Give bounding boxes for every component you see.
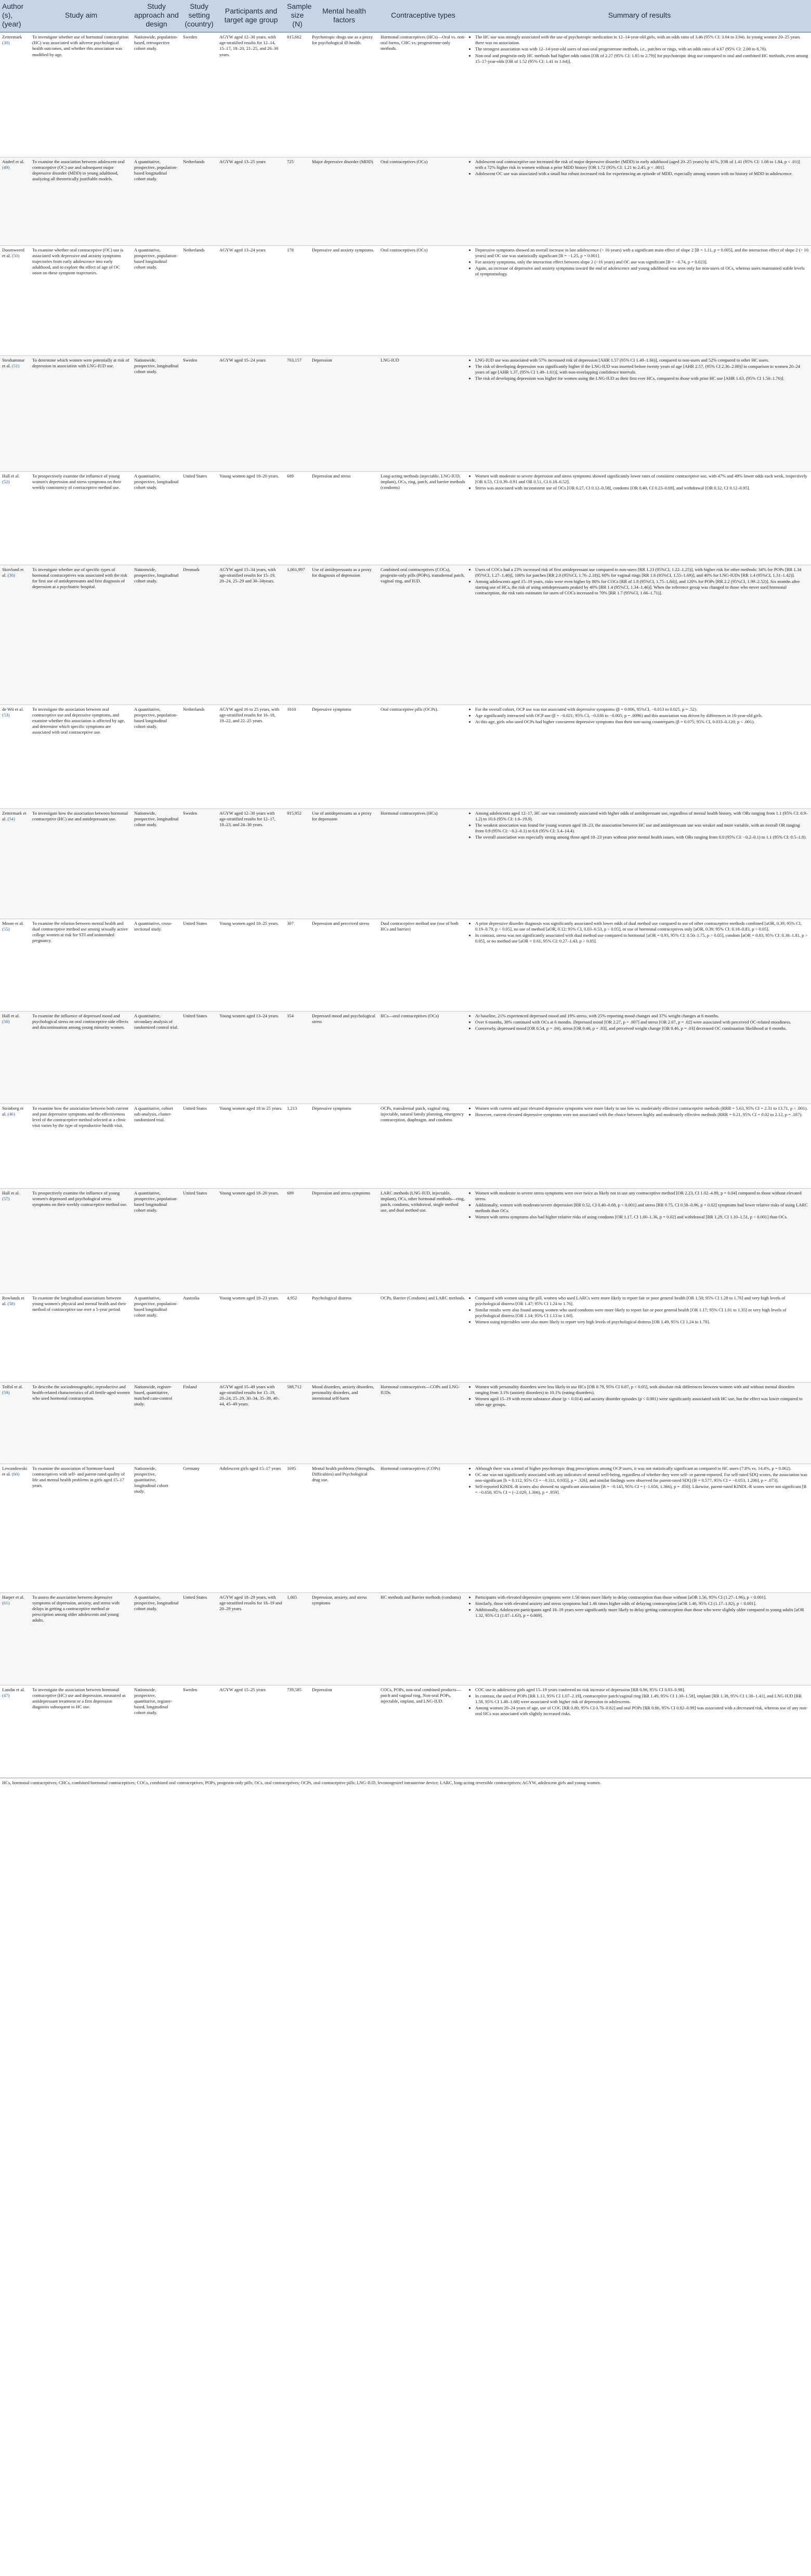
result-item: • Although there was a trend of higher psychotropic drug prescriptions among OCP users, it was not statistically significant as compared to HC users (7.8% vs. 14.4%, p = 0.062). xyxy=(475,1466,809,1471)
study-design-cell: A quantitative, prospective, population-based longitudinal cohort study. xyxy=(132,1188,181,1293)
mental-health-cell: Depression and stress symptoms xyxy=(310,1188,378,1293)
result-item: • Among women 20–24 years of age, use of COC [RR 0.80, 95% CI 0.78–0.82] and oral POPs [RR 0.86, 95% CI 0.82–0.99] was associated with a decreased risk, whereas use of any non-oral HCs was associated with slightly increased risks. xyxy=(475,1705,809,1717)
author-cell xyxy=(0,1685,30,1777)
contraceptive-types-cell: Oral contraceptives (OCs) xyxy=(378,245,468,355)
results-list xyxy=(470,567,809,596)
reference-link[interactable]: (30) xyxy=(7,572,15,578)
participants-cell: Young women aged 13–24 years. xyxy=(217,1011,285,1104)
study-aim-cell: To assess the association between depressive symptoms of depression, anxiety, and stress with delays in getting a contraceptive method or prescription among older adolescents and young adults. xyxy=(30,1592,132,1685)
results-list xyxy=(470,811,809,841)
study-country-cell: United States xyxy=(181,1592,217,1685)
result-item: • Women with moderate to severe depression and stress symptoms showed significantly lower rates of consistent contraceptive use, with 47% and 49% lower odds each week, respectively [OR 0.53, CI 0.39–0.91 and OR 0.51, CI 0.18–0.52]. xyxy=(475,473,809,485)
table-footnote: HCs, hormonal contraceptives; CHCs, combined hormonal contraceptives; COCs, combined oral contraceptives; POPs, progestin-only pills; OCs, oral contraceptives; OCPs, oral contraceptive pills; LNG-IUD, levonorgestrel intrauterine device; LARC, long-acting reversible contraceptives; AGYW, adolescent girls and young women. xyxy=(0,1778,811,1787)
reference-link[interactable]: (59) xyxy=(2,1389,10,1395)
results-summary-cell xyxy=(468,705,811,808)
table-row xyxy=(0,1382,811,1464)
study-aim-cell: To examine the longitudinal associations between young women's physical and mental health and their method of contraceptive use over a 5-year period. xyxy=(30,1293,132,1382)
participants-cell: Adolescent girls aged 15–17 years xyxy=(217,1464,285,1592)
study-design-cell: Nationwide, register-based, quantitative, matched case-control study. xyxy=(132,1382,181,1464)
contraceptive-types-cell: Hormonal contraceptives (HCs)—Oral vs. non-oral forms, CHC vs. progesterone-only methods. xyxy=(378,32,468,157)
reference-link[interactable]: (30) xyxy=(2,40,10,46)
col-participants: Participants and target age group xyxy=(217,0,285,32)
result-item: • Women with stress symptoms also had higher relative risks of using condoms [OR 1.17, CI 1.00–1.36, p = 0.02] and withdrawal [RR 1.29, CI 1.10–1.51, p < 0.001] than OCs. xyxy=(475,1214,809,1220)
table-row xyxy=(0,1104,811,1188)
col-mental-health: Mental health factors xyxy=(310,0,378,32)
participants-cell: AGYW aged 15–49 years with age-stratified results for 15–19, 20–24, 25–29, 30–34, 35–39, 40–44, 45–49 years. xyxy=(217,1382,285,1464)
participants-cell: AGYW aged 12–30 years, with age-stratified results for 12–14, 15–17, 18–20, 21–25, and 26–30 years. xyxy=(217,32,285,157)
study-aim-cell: To determine which women were potentially at risk of depression in association with LNG-IUD use. xyxy=(30,355,132,471)
study-country-cell: United States xyxy=(181,471,217,565)
col-author: Author (s), (year) xyxy=(0,0,30,32)
result-item: • Women with current and past elevated depressive symptoms were more likely to use low vs. moderately effective contraceptive methods (RRR = 5.63, 95% CI = 2.31 to 13.71, p < .001). xyxy=(475,1106,809,1111)
participants-cell: Young women aged 18–23 years. xyxy=(217,1293,285,1382)
sample-size-cell: 689 xyxy=(285,471,310,565)
contraceptive-types-cell: OCPs, transdermal patch, vaginal ring, injectable, natural family planning, emergency contraception, diaphragm, and condoms xyxy=(378,1104,468,1188)
table-header-row xyxy=(0,0,811,32)
result-item: • COC use in adolescent girls aged 15–19 years conferred no risk increase of depression [RR 0.96, 95% CI 0.93–0.98]. xyxy=(475,1687,809,1693)
mental-health-cell: Use of antidepressants as a proxy for diagnosis of depression xyxy=(310,565,378,705)
study-design-cell: A quantitative, prospective, population-based longitudinal cohort study. xyxy=(132,1293,181,1382)
author-name: Harper et al. xyxy=(2,1594,24,1600)
table-row xyxy=(0,1464,811,1592)
mental-health-cell: Depressive symptoms xyxy=(310,705,378,808)
study-country-cell: Sweden xyxy=(181,808,217,919)
study-aim-cell: To investigate whether use of specific types of hormonal contraceptives was associated with the risk for first use of antidepressants and first diagnosis of depression at a psychiatric hospital. xyxy=(30,565,132,705)
sample-size-cell: 915,952 xyxy=(285,808,310,919)
reference-link[interactable]: (47) xyxy=(2,1692,10,1698)
table-row xyxy=(0,565,811,705)
reference-link[interactable]: (57) xyxy=(2,1196,10,1201)
author-name: Zettermark xyxy=(2,34,22,39)
author-cell xyxy=(0,1592,30,1685)
reference-link[interactable]: (46) xyxy=(7,1111,15,1117)
participants-cell: AGYW aged 15–25 years xyxy=(217,1685,285,1777)
result-item: • However, current elevated depressive symptoms were not associated with the choice between highly and moderately effective methods (RRR = 0.21, 95% CI = 0.02 to 2.12, p = .187). xyxy=(475,1112,809,1118)
reference-link[interactable]: (58) xyxy=(7,1300,15,1306)
col-sample: Sample size (N) xyxy=(285,0,310,32)
sample-size-cell: 1695 xyxy=(285,1464,310,1592)
study-country-cell: United States xyxy=(181,1104,217,1188)
result-item: • Compared with women using the pill, women who used LARCs were more likely to report fair or poor general health [OR 1.50; 95% CI 1.28 to 1.76] and very high levels of psychological distress [OR 1.47; 95% CI 1.24 to 1.76]. xyxy=(475,1295,809,1307)
results-list xyxy=(470,1595,809,1619)
result-item: • Users of COCs had a 23% increased risk of first antidepressant use compared to non-users [RR 1.23 (95%CI, 1.22–1.25)], with higher risk for other methods: 34% for POPs [RR 1.34 (95%CI, 1.27–1.40)], 100% for patches [RR 2.0 (95%CI, 1.76–2.18)], 60% for vaginal rings [RR 1.6 (95%CI, 1.55–1.69)], and 40% for LNG-IUDs [RR 1.4 (95%CI, 1.31–1.42)]. xyxy=(475,567,809,578)
mental-health-cell: Mood disorders, anxiety disorders, personality disorders, and intentional self-harm xyxy=(310,1382,378,1464)
study-design-cell: Nationwide, prospective, quantitative, longitudinal cohort study. xyxy=(132,1464,181,1592)
result-item: • Non-oral and progestin-only HC methods had higher odds ratios [OR of 2.27 (95% CI: 1.85 to 2.79)] for psychotropic drug use compared to oral and combined HC methods, even among 15–17-year-olds [OR of 1.52 (95% CI: 1.41 to 1.64)]. xyxy=(475,53,809,64)
result-item: • The weakest association was found for young women aged 18–23, the association between HC use and antidepressant use was weaker and more variable, with an overall OR ranging from 0.9 (95% CI: −0.2–0.1) to 6.6 (95% CI: 3.4–14.4). xyxy=(475,822,809,834)
result-item: • Similarly, those with elevated anxiety and stress symptoms had 1.46 times higher odds of delaying contraception [aOR 1.46, 95% CI (1.17–1.82), p < 0.001]. xyxy=(475,1601,809,1606)
result-item: • Adolescent OC use was associated with a small but robust increased risk for experiencing an episode of MDD, especially among women with no history of MDD in adolescence. xyxy=(475,171,809,177)
table-row xyxy=(0,1685,811,1777)
result-item: • Depressive symptoms showed an overall increase in late adolescence (> 16 years) with a significant main effect of slope 2 [B = 1.11, p = 0.005], and the interaction effect of slope 2 (> 16 years) and OC use was statistically significant [B = −1.25, p = 0.001]. xyxy=(475,247,809,259)
mental-health-cell: Depressed mood and psychological stress xyxy=(310,1011,378,1104)
author-name: Lundin et al. xyxy=(2,1687,25,1692)
sample-size-cell: 307 xyxy=(285,919,310,1011)
sample-size-cell: 1,061,997 xyxy=(285,565,310,705)
study-aim-cell: To describe the sociodemographic, reproductive and health-related characteristics of all fertile-aged women who used hormonal contraception. xyxy=(30,1382,132,1464)
author-name: Hall et al. xyxy=(2,473,20,479)
table-row xyxy=(0,1592,811,1685)
table-row xyxy=(0,1293,811,1382)
contraceptive-types-cell: Combined oral contraceptives (COCs), progestin-only pills (POPs), transdermal patch, vaginal ring, and IUD. xyxy=(378,565,468,705)
result-item: • The strongest association was with 12–14-year-old users of non-oral progesterone methods, i.e., patches or rings, with an odds ratio of 4.67 (95% CI: 2.08 to 8.78). xyxy=(475,46,809,52)
author-name: Zettermark et al. xyxy=(2,810,27,821)
study-design-cell: A quantitative, cohort sub-analysis, cluster-randomized trial. xyxy=(132,1104,181,1188)
participants-cell: Young women aged 18–20 years. xyxy=(217,471,285,565)
results-list xyxy=(470,1190,809,1220)
mental-health-cell: Depression xyxy=(310,1685,378,1777)
mental-health-cell: Depression and perceived stress xyxy=(310,919,378,1011)
results-summary-cell xyxy=(468,32,811,157)
result-item: • OC use was not significantly associated with any indicators of mental well-being, regardless of whether they were self- or parent-reported. For self-rated SDQ scores, the association was non-significant [b = 0.112, 95% CI = −0.311, 0.935], p = .326], and similar findings were observed for parent-rated SDQ [B = 0.577, 95% CI = −0.053, 1.206], p = .073]. xyxy=(475,1472,809,1483)
sample-size-cell: 354 xyxy=(285,1011,310,1104)
study-country-cell: United States xyxy=(181,1011,217,1104)
study-design-cell: A quantitative, prospective, population-based longitudinal cohort study. xyxy=(132,705,181,808)
study-design-cell: Nationwide, prospective, longitudinal cohort study. xyxy=(132,565,181,705)
study-aim-cell: To examine the association between adolescent oral contraceptive (OC) use and subsequent major depressive disorder (MDD) in young adulthood, analyzing all theoretically justifiable models. xyxy=(30,157,132,245)
author-cell xyxy=(0,157,30,245)
results-list xyxy=(470,921,809,945)
results-summary-cell xyxy=(468,1293,811,1382)
study-design-cell: A quantitative, prospective, longitudinal cohort study. xyxy=(132,471,181,565)
study-design-cell: A quantitative, cross-sectional study. xyxy=(132,919,181,1011)
study-design-cell: A quantitative, secondary analysis of randomized control trial. xyxy=(132,1011,181,1104)
author-cell xyxy=(0,919,30,1011)
table-row xyxy=(0,471,811,565)
reference-link[interactable]: (53) xyxy=(2,712,10,718)
result-item: • At baseline, 21% experienced depressed mood and 19% stress, with 25% reporting mood changes and 37% weight changes at 6 months. xyxy=(475,1013,809,1019)
author-cell xyxy=(0,32,30,157)
reference-link[interactable]: (60) xyxy=(11,1471,20,1477)
table-row xyxy=(0,705,811,808)
study-country-cell: Sweden xyxy=(181,355,217,471)
results-summary-cell xyxy=(468,1104,811,1188)
result-item: • Age significantly interacted with OCP use (β = −0.021; 95% CI, −0.036 to −0.005; p = .0096) and this association was driven by differences in 16-year-old girls. xyxy=(475,713,809,719)
study-design-cell: Nationwide, population-based, retrospective cohort study. xyxy=(132,32,181,157)
result-item: • For the overall cohort, OCP use was not associated with depressive symptoms (β = 0.006, 95%CI, −0.013 to 0.025, p = .52). xyxy=(475,707,809,712)
study-country-cell: Finland xyxy=(181,1382,217,1464)
table-row xyxy=(0,1188,811,1293)
results-list xyxy=(470,247,809,277)
sample-size-cell: 689 xyxy=(285,1188,310,1293)
result-item: • LNG-IUD use was associated with 57% increased risk of depression [AHR 1.57 (95% CI 1.49–1.66)], compared to non-users and 52% compared to other HC users. xyxy=(475,357,809,363)
table-row xyxy=(0,157,811,245)
author-cell xyxy=(0,1104,30,1188)
contraceptive-types-cell: COCs, POPs, non-oral combined products—patch and vaginal ring, Non-oral POPs, injectable, implant, and LNG-IUD. xyxy=(378,1685,468,1777)
author-name: Stenhammar et al. xyxy=(2,357,25,368)
reference-link[interactable]: (56) xyxy=(2,1018,10,1024)
result-item: • At this age, girls who used OCPs had higher concurrent depressive symptoms than their non-using counterparts (β = 0.075; 95% CI, 0.033–0.120; p < .001). xyxy=(475,719,809,725)
col-design: Study approach and design xyxy=(132,0,181,32)
sample-size-cell: 725 xyxy=(285,157,310,245)
study-design-cell: A quantitative, prospective, longitudinal cohort study. xyxy=(132,1592,181,1685)
table-body xyxy=(0,32,811,1777)
results-list xyxy=(470,1466,809,1496)
result-item: • Additionally, women with moderate/severe depression [RR 0.52, CI 0.40–0.68, p < 0.001] and stress [RR 0.75, CI 0.58–0.96, p = 0.02] symptoms had lower relative risks of using LARC methods than OCs. xyxy=(475,1202,809,1214)
study-country-cell: Denmark xyxy=(181,565,217,705)
mental-health-cell: Depression and stress xyxy=(310,471,378,565)
result-item: • In contrast, the used of POPs [RR 1.13, 95% CI 1.07–2.19], contraceptive patch/vaginal ring [RR 1.49, 95% CI 1.30–1.58], implant [RR 1.38, 95% CI 1.30–1.41], and LNG-IUD [RR 1.58, 95% CI 1.48–1.68] were associated with higher risk of depression in adolescents. xyxy=(475,1693,809,1705)
contraceptive-types-cell: Oral contraceptive pills (OCPs). xyxy=(378,705,468,808)
contraceptive-types-cell: LNG-IUD xyxy=(378,355,468,471)
contraceptive-types-cell: OCPs, Barrier (Condoms) and LARC methods. xyxy=(378,1293,468,1382)
mental-health-cell: Use of antidepressants as a proxy for depression xyxy=(310,808,378,919)
study-country-cell: United States xyxy=(181,919,217,1011)
result-item: • Conversely, depressed mood [OR 0.54, p = .04), stress [OR 0.46, p = .03], and perceived weight change [OR 0.46, p = .03] decreased OC continuation likelihood at 6 months. xyxy=(475,1026,809,1031)
contraceptive-types-cell: Hormonal contraceptives (HCs) xyxy=(378,808,468,919)
sample-size-cell: 1010 xyxy=(285,705,310,808)
result-item: • A prior depressive disorder diagnosis was significantly associated with lower odds of dual method use compared to use of other contraceptive methods combined [aOR, 0.39; 95% CI, 0.19–0.79, p < 0.05], no use of method [aOR, 0.12; 95% CI, 0.03–0.53, p < 0.05], or use of hormonal contraceptives only [aOR, 0.39; 95% CI: 0.18–0.83, p < 0.05]. xyxy=(475,921,809,932)
sample-size-cell: 815,662 xyxy=(285,32,310,157)
author-name: Hall et al. xyxy=(2,1190,20,1196)
participants-cell: AGYW aged 13–25 years xyxy=(217,157,285,245)
results-list xyxy=(470,357,809,382)
result-item: • Participants with elevated depressive symptoms were 1.56 times more likely to delay contraception than those without [aOR 1.56, 95% CI (1.27–1.96), p < 0.001]. xyxy=(475,1595,809,1600)
study-aim-cell: To investigate the association between hormonal contraceptive (HC) use and depression, measured as antidepressant treatment or a first depression diagnosis subsequent to HC use. xyxy=(30,1685,132,1777)
sample-size-cell: 1,665 xyxy=(285,1592,310,1685)
results-summary-cell xyxy=(468,1592,811,1685)
author-cell xyxy=(0,1293,30,1382)
reference-link[interactable]: (52) xyxy=(2,479,10,484)
author-cell xyxy=(0,245,30,355)
study-country-cell: Netherlands xyxy=(181,245,217,355)
results-list xyxy=(470,473,809,492)
contraceptive-types-cell: Hormonal contraceptives—COPs and LNG-IUDs. xyxy=(378,1382,468,1464)
study-aim-cell: To investigate whether use of hormonal contraception (HC) was associated with adverse psychological health outcomes, and whether this association was modified by age. xyxy=(30,32,132,157)
result-item: • Over 6 months, 38% continued with OCs at 6 months. Depressed mood [OR 2.27, p = .007] and stress [OR 2.07, p = .02] were associated with perceived OC-related moodiness. xyxy=(475,1019,809,1025)
sample-size-cell: 703,157 xyxy=(285,355,310,471)
results-summary-cell xyxy=(468,245,811,355)
contraceptive-types-cell: HC methods and Barrier methods (condoms) xyxy=(378,1592,468,1685)
result-item: • The risk of developing depression was higher for women using the LNG-IUD as their first ever HCs, compared to those with prior HC use [AHR 1.63, (95% CI 1.50–1.76)]. xyxy=(475,376,809,381)
result-item: • The risk of developing depression was significantly higher if the LNG-IUD was inserted before twenty years of age [AHR 2.57, (95% CI 2.36–2.80)] in comparison to women 20–24 years of age [AHR 1.37, (95% CI 1.49–1.61)], with non-overlapping confidence intervals. xyxy=(475,364,809,375)
result-item: • Women with personality disorders were less likely to use HCs [OR 0.79, 95% CI 0.87, p < 0.05], with absolute risk differences between women with and without mental disorders ranging from 3.1% (anxiety disorders) to 10.1% (eating disorders). xyxy=(475,1384,809,1396)
mental-health-cell: Depression xyxy=(310,355,378,471)
participants-cell: Young women aged 18–25 years. xyxy=(217,919,285,1011)
table-row xyxy=(0,1011,811,1104)
mental-health-cell: Psychological distress xyxy=(310,1293,378,1382)
mental-health-cell: Major depressive disorder (MDD) xyxy=(310,157,378,245)
sample-size-cell: 1,213 xyxy=(285,1104,310,1188)
results-summary-cell xyxy=(468,355,811,471)
study-aim-cell: To examine the relation between mental health and dual contraceptive method use among sexually active college women at risk for STI and unintended pregnancy. xyxy=(30,919,132,1011)
study-country-cell: United States xyxy=(181,1188,217,1293)
study-country-cell: Australia xyxy=(181,1293,217,1382)
result-item: • Women using injectables were also more likely to report very high levels of psychological distress [OR 1.49, 95% CI 1.24 to 1.78]. xyxy=(475,1319,809,1325)
contraceptive-types-cell: LARC methods (LNG-IUD, injectable, implant), OCs, other hormonal methods—ring, patch, condoms, withdrawal, single method use, and dual method use. xyxy=(378,1188,468,1293)
reference-link[interactable]: (51) xyxy=(11,363,20,368)
results-summary-cell xyxy=(468,471,811,565)
result-item: • Women with moderate to severe stress symptoms were over twice as likely not to use any contraceptive method [OR 2.23, CI 1.02–4.89, p = 0.04] compared to those without elevated stress. xyxy=(475,1190,809,1202)
results-summary-cell xyxy=(468,157,811,245)
results-summary-cell xyxy=(468,919,811,1011)
sample-size-cell: 178 xyxy=(285,245,310,355)
mental-health-cell: Mental health problems (Strengths, Difficulties) and Psychological drug use. xyxy=(310,1464,378,1592)
author-name: Doornweerd et al. xyxy=(2,247,24,258)
table-row xyxy=(0,808,811,919)
reference-link[interactable]: (54) xyxy=(7,816,15,821)
author-cell xyxy=(0,471,30,565)
reference-link[interactable]: (55) xyxy=(2,926,10,932)
mental-health-cell: Depressive symptoms xyxy=(310,1104,378,1188)
col-contraceptives: Contraceptive types xyxy=(378,0,468,32)
study-country-cell: Sweden xyxy=(181,32,217,157)
study-aim-cell: To examine whether oral contraceptive (OC) use is associated with depressive and anxiety symptoms trajectories from early adolescence into early adulthood, and to explore the effect of age of OC onset on these symptom trajectories. xyxy=(30,245,132,355)
author-cell xyxy=(0,1011,30,1104)
result-item: • In contrast, stress was not significantly associated with dual method use compared to hormonal [aOR = 0.93, 95% CI: 0.50–1.75, p > 0.05], condom [aOR = 0.83, 95% CI: 0.38–1.81, p > 0.05], or no method use [aOR = 0.61, 95% CI: 0.27–1.43, p > 0.05]. xyxy=(475,933,809,944)
reference-link[interactable]: (49) xyxy=(2,164,10,170)
contraceptive-types-cell: Dual contraceptive method use (use of both HCs and barrier) xyxy=(378,919,468,1011)
sample-size-cell: 739,585 xyxy=(285,1685,310,1777)
reference-link[interactable]: (50) xyxy=(11,253,20,258)
study-design-cell: Nationwide, prospective, longitudinal cohort study. xyxy=(132,355,181,471)
result-item: • Stress was associated with inconsistent use of OCs [OR 0.27, CI 0.12–0.58], condoms [OR 0.40, CI 0.23–0.69], and withdrawal [OR 0.32, CI 0.12–0.95]. xyxy=(475,485,809,491)
study-aim-cell: To prospectively examine the influence of young women's depression and stress symptoms on their weekly consistency of contraceptive method use. xyxy=(30,471,132,565)
author-name: Skovlund et al. xyxy=(2,566,24,578)
study-aim-cell: To examine the association of hormone-based contraceptives with self- and parent-rated quality of life and mental health problems in girls aged 15–17 years. xyxy=(30,1464,132,1592)
result-item: • Adolescent oral contraceptive use increased the risk of major depressive disorder (MDD) in early adulthood (aged 20–25 years) by 41%, [OR of 1.41 (95% CI: 1.08 to 1.84, p < .01)] with a 72% higher risk in women without a prior MDD history [OR 1.72 (95% CI: 1.21 to 2.45, p < .001]. xyxy=(475,159,809,170)
mental-health-cell: Depressive and anxiety symptoms. xyxy=(310,245,378,355)
participants-cell: AGYW aged 18–29 years, with age-stratified results for 18–19 and 20–29 years. xyxy=(217,1592,285,1685)
study-aim-cell: To investigate how the association between hormonal contraceptive (HC) use and antidepressant use. xyxy=(30,808,132,919)
result-item: • For anxiety symptoms, only the interaction effect between slope 2 (>16 years) and OC use was significant [B = −0.74, p = 0.023]. xyxy=(475,259,809,265)
contraceptive-types-cell: HCs—oral contraceptives (OCs) xyxy=(378,1011,468,1104)
mental-health-cell: Psychotropic drugs use as a proxy for psychological ill-health. xyxy=(310,32,378,157)
author-cell xyxy=(0,1188,30,1293)
author-name: Steinberg et al. xyxy=(2,1105,24,1117)
participants-cell: Young women aged 18–20 years. xyxy=(217,1188,285,1293)
results-summary-cell xyxy=(468,1188,811,1293)
study-design-cell: A quantitative, prospective, population-based longitudinal cohort study. xyxy=(132,157,181,245)
sample-size-cell: 588,712 xyxy=(285,1382,310,1464)
col-results: Summary of results xyxy=(468,0,811,32)
results-list xyxy=(470,1384,809,1408)
result-item: • Women aged 15–19 with recent substance abuse (p < 0.014) and anxiety disorder episodes (p < 0.001) were significantly associated with HC use, but the effect was lower compared to other age groups. xyxy=(475,1396,809,1407)
table-row xyxy=(0,245,811,355)
author-name: Hall et al. xyxy=(2,1013,20,1018)
results-summary-cell xyxy=(468,1464,811,1592)
mental-health-cell: Depression, anxiety, and stress symptoms xyxy=(310,1592,378,1685)
study-aim-cell: To investigate the association between oral contraceptive use and depressive symptoms, and examine whether this association is affected by age, and determine which specific symptoms are associated with oral contraceptive use. xyxy=(30,705,132,808)
col-aim: Study aim xyxy=(30,0,132,32)
result-item: • Again, an increase of depressive and anxiety symptoms toward the end of adolescence and young adulthood was seen only for non-users of OCs, whereas users maintained stable levels of symptomology. xyxy=(475,265,809,277)
col-setting: Study setting (country) xyxy=(181,0,217,32)
study-aim-cell: To prospectively examine the influence of young women's depressed and psychological stress symptoms on their weekly contraceptive method use. xyxy=(30,1188,132,1293)
author-name: Rowlands et al. xyxy=(2,1295,24,1306)
author-cell xyxy=(0,808,30,919)
author-cell xyxy=(0,565,30,705)
table-row xyxy=(0,355,811,471)
contraceptive-types-cell: Hormonal contraceptives (COPs) xyxy=(378,1464,468,1592)
result-item: • Self-reported KINDL-R scores also showed no significant association [B = −0.145, 95% CI = (−1.656, 1.366), p = .850]. Likewise, parent-rated KINDL-R scores were not significant [B = −0.658, 95% CI = (−2.029, 1.366), p = .959]. xyxy=(475,1484,809,1495)
results-summary-cell xyxy=(468,1382,811,1464)
result-item: • Among adolescents aged 15–19 years, risks were even higher by 80% for COCs [RR of 1.8 (95%CI, 1.75–1.84)], and 120% for POPs [RR 2.2 (95%CI, 1.99–2.52)]. Six months after starting use of HCs, the risk of using antidepressants peaked by 40% [RR 1.4 (95%CI, 1.34–1.46)]. When the reference group was changed to those who never used hormonal contraception, the risk ratio estimates for users of COCs increased to 70% [RR 1.7 (95%CI, 1.66–1.71)]. xyxy=(475,579,809,596)
author-cell xyxy=(0,1382,30,1464)
author-name: Toffol et al. xyxy=(2,1384,23,1389)
contraceptive-types-cell: Long-acting methods (injectable, LNG-IUD, implant), OCs, ring, patch, and barrier methods (condoms) xyxy=(378,471,468,565)
contraceptive-types-cell: Oral contraceptives (OCs) xyxy=(378,157,468,245)
author-name: de Wit et al. xyxy=(2,706,24,712)
author-cell xyxy=(0,355,30,471)
study-country-cell: Netherlands xyxy=(181,157,217,245)
results-list xyxy=(470,34,809,64)
table-row xyxy=(0,32,811,157)
author-name: Moore et al. xyxy=(2,920,24,926)
participants-cell: Young women aged 18 to 25 years. xyxy=(217,1104,285,1188)
table-row xyxy=(0,919,811,1011)
results-summary-cell xyxy=(468,1011,811,1104)
study-country-cell: Sweden xyxy=(181,1685,217,1777)
study-aim-cell: To examine the influence of depressed mood and psychological stress on oral contraceptive side effects and discontinuation among young minority women. xyxy=(30,1011,132,1104)
results-summary-cell xyxy=(468,808,811,919)
study-aim-cell: To examine how the association between both current and past depressive symptoms and the effectiveness level of the contraceptive method selected at a clinic visit varies by the type of reproductive health visit. xyxy=(30,1104,132,1188)
result-item: • Additionally, Adolescent participants aged 18–19 years were significantly more likely to delay getting contraception than those who were slightly older compared to young adults [aOR 1.32, 95% CI (1.07–1.63), p = 0.009]. xyxy=(475,1607,809,1618)
study-design-cell: A quantitative, prospective, population-based longitudinal cohort study. xyxy=(132,245,181,355)
results-list xyxy=(470,1106,809,1118)
participants-cell: AGYW aged 15–34 years, with age-stratified results for 15–19, 20–24, 25–29 and 30–34years. xyxy=(217,565,285,705)
result-item: • Similar results were also found among women who used condoms were more likely to report fair or poor general health [OR 1.17; 95% CI 1.01 to 1.35] or very high levels of psychological distress [OR 1.14; 95% CI 1.13 to 1.60]. xyxy=(475,1307,809,1319)
reference-link[interactable]: (61) xyxy=(2,1600,10,1605)
results-list xyxy=(470,1687,809,1717)
results-list xyxy=(470,707,809,725)
results-list xyxy=(470,1295,809,1325)
result-item: • Among adolescents aged 12–17, HC use was consistently associated with higher odds of antidepressant use, regardless of mental health history, with ORs ranging from 1.1 (95% CI: 0.9–1.2) to 10.6 (95% CI: 1.6–19.9). xyxy=(475,811,809,822)
participants-cell: AGYW aged 13–24 years xyxy=(217,245,285,355)
results-summary-cell xyxy=(468,1685,811,1777)
results-list xyxy=(470,1013,809,1032)
results-summary-cell xyxy=(468,565,811,705)
results-list xyxy=(470,159,809,177)
study-country-cell: Netherlands xyxy=(181,705,217,808)
participants-cell: AGYW aged 12–30 years with age-stratified results for 12–17, 18–23, and 24–30 years. xyxy=(217,808,285,919)
participants-cell: AGYW aged 16 to 25 years, with age-stratified results for 16–18, 19–22, and 22–25 years. xyxy=(217,705,285,808)
study-country-cell: Germany xyxy=(181,1464,217,1592)
author-name: Lewandowski et al. xyxy=(2,1465,28,1477)
result-item: • The HC use was strongly associated with the use of psychotropic medication in 12–14-year-old girls, with an odds ratio of 3.46 (95% CI: 3.04 to 3.94). In young women 20–25 years there was no association. xyxy=(475,34,809,46)
author-cell xyxy=(0,1464,30,1592)
participants-cell: AGYW aged 15–24 years xyxy=(217,355,285,471)
study-design-cell: Nationwide, prospective, quantitative, register-based, longitudinal cohort study. xyxy=(132,1685,181,1777)
author-cell xyxy=(0,705,30,808)
sample-size-cell: 4,952 xyxy=(285,1293,310,1382)
author-name: Anderl et al. xyxy=(2,158,24,164)
study-design-cell: Nationwide, prospective, longitudinal cohort study. xyxy=(132,808,181,919)
result-item: • The overall association was especially strong among those aged 18–23 years without prior mental health issues, with ORs ranging from 0.0 (95% CI: −0.2–0.1) to 1.1 (95% CI: 0.5–1.8). xyxy=(475,834,809,840)
